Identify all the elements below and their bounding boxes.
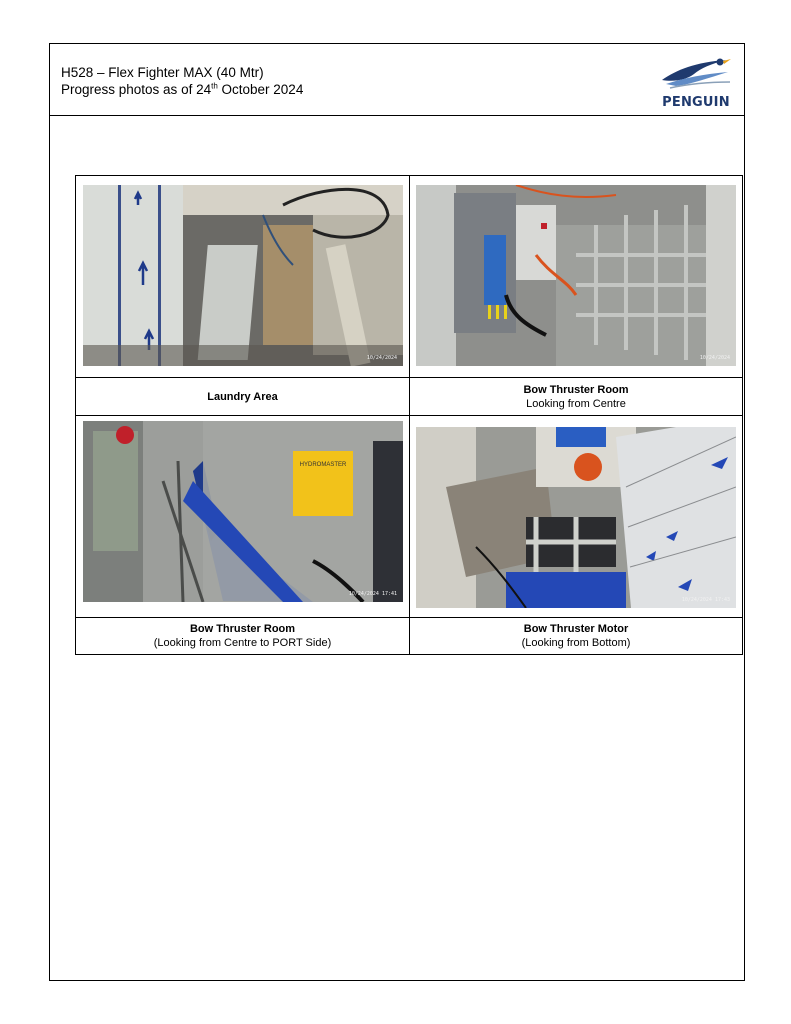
page-header bbox=[50, 44, 744, 116]
logo-text: PENGUIN bbox=[662, 95, 730, 110]
photo-timestamp: 10/24/2024 17:43 bbox=[681, 597, 730, 603]
photo-bow-thruster-room-port bbox=[83, 421, 403, 602]
photo-bow-thruster-room-centre bbox=[416, 185, 736, 366]
penguin-bird-icon bbox=[656, 52, 736, 94]
equipment-label: HYDROMASTER bbox=[299, 462, 347, 468]
photo-laundry-area bbox=[83, 185, 403, 366]
title-line-1: H528 – Flex Fighter MAX (40 Mtr) bbox=[61, 65, 264, 80]
page-frame bbox=[49, 43, 745, 981]
caption-bow-thruster-room: Bow Thruster Room Looking from Centre bbox=[523, 383, 629, 410]
caption-laundry-area: Laundry Area bbox=[207, 390, 278, 403]
photo-table bbox=[75, 175, 743, 655]
photo-timestamp: 10/24/2024 bbox=[699, 355, 730, 361]
photo-bow-thruster-motor bbox=[416, 427, 736, 608]
table-divider-h2 bbox=[76, 415, 742, 416]
title-line-2: Progress photos as of 24th October 2024 bbox=[61, 81, 304, 97]
photo-timestamp: 10/24/2024 17:41 bbox=[348, 591, 397, 597]
photo-timestamp: 10/24/2024 bbox=[366, 355, 397, 361]
caption-bow-thruster-motor: Bow Thruster Motor (Looking from Bottom) bbox=[521, 623, 631, 649]
document-title bbox=[61, 64, 303, 98]
caption-bow-thruster-room-port: Bow Thruster Room (Looking from Centre to PORT Side) bbox=[153, 623, 332, 649]
penguin-logo bbox=[656, 52, 736, 110]
